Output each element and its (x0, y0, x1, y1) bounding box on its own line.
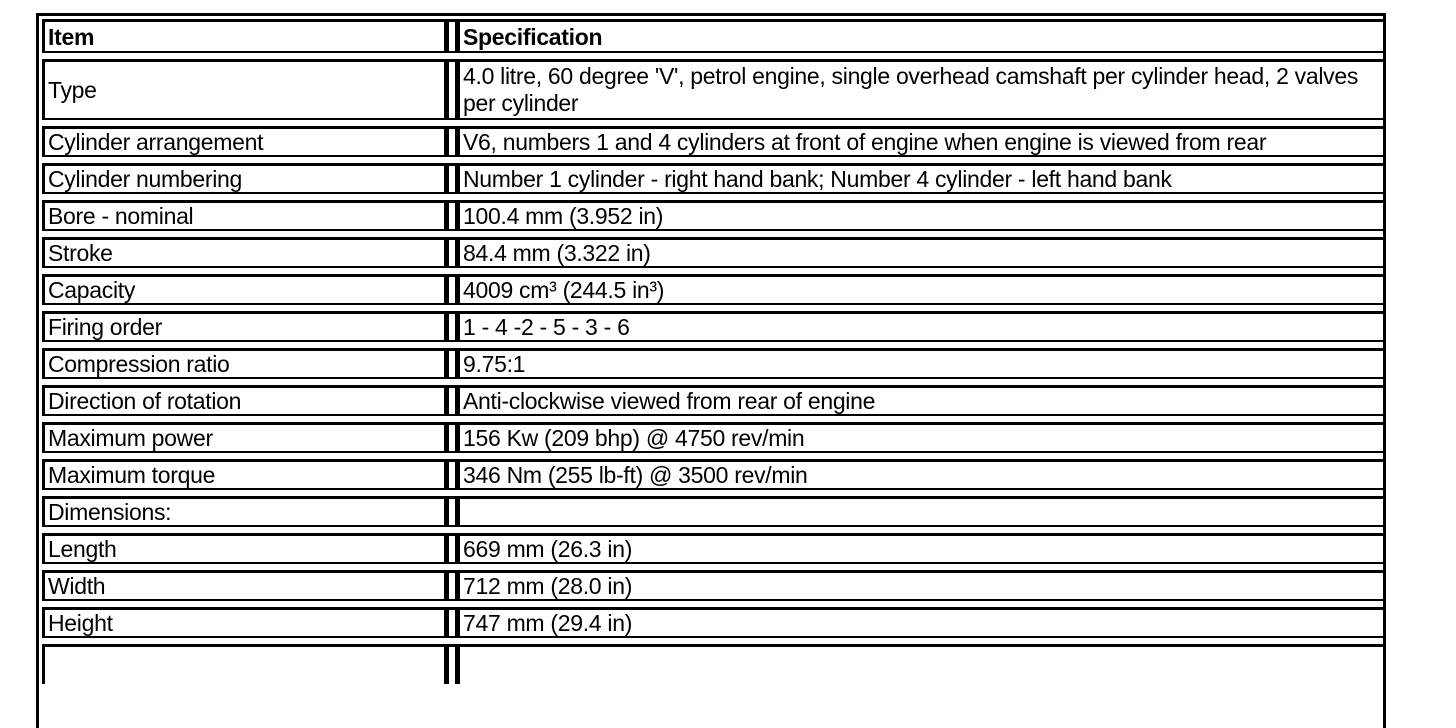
table-row (42, 126, 1385, 157)
row-spec-empty (457, 644, 1385, 684)
row-item: Cylinder numbering (42, 163, 446, 194)
table-row-partial (42, 644, 1385, 684)
table-row (42, 237, 1385, 268)
row-spec: 100.4 mm (3.952 in) (457, 200, 1385, 231)
row-spec: Number 1 cylinder - right hand bank; Number 4 cylinder - left hand bank (457, 163, 1385, 194)
table-row (42, 459, 1385, 490)
row-spec: 747 mm (29.4 in) (457, 607, 1385, 638)
row-item-empty (42, 644, 446, 684)
row-spec (457, 496, 1385, 527)
table-header-row (42, 19, 1385, 53)
engine-spec-table (42, 13, 1385, 690)
table-row (42, 200, 1385, 231)
row-spec: Anti-clockwise viewed from rear of engine (457, 385, 1385, 416)
header-item: Item (42, 19, 446, 53)
row-item: Firing order (42, 311, 446, 342)
row-item: Stroke (42, 237, 446, 268)
row-item: Width (42, 570, 446, 601)
row-spec: 156 Kw (209 bhp) @ 4750 rev/min (457, 422, 1385, 453)
row-spec: 1 - 4 -2 - 5 - 3 - 6 (457, 311, 1385, 342)
row-item: Direction of rotation (42, 385, 446, 416)
row-spec: 4009 cm³ (244.5 in³) (457, 274, 1385, 305)
row-spec: 84.4 mm (3.322 in) (457, 237, 1385, 268)
row-item: Compression ratio (42, 348, 446, 379)
table-row (42, 348, 1385, 379)
table-row (42, 59, 1385, 120)
row-spec: 9.75:1 (457, 348, 1385, 379)
row-item: Maximum power (42, 422, 446, 453)
table-row (42, 311, 1385, 342)
table-row (42, 385, 1385, 416)
header-specification: Specification (457, 19, 1385, 53)
table-row (42, 422, 1385, 453)
table-row (42, 570, 1385, 601)
table-row (42, 274, 1385, 305)
row-spec: 346 Nm (255 lb-ft) @ 3500 rev/min (457, 459, 1385, 490)
row-item: Bore - nominal (42, 200, 446, 231)
row-item: Cylinder arrangement (42, 126, 446, 157)
row-item: Height (42, 607, 446, 638)
row-spec: 4.0 litre, 60 degree 'V', petrol engine, single overhead camshaft per cylinder head, 2 valves per cylinder (457, 59, 1385, 120)
row-spec: 712 mm (28.0 in) (457, 570, 1385, 601)
row-item: Maximum torque (42, 459, 446, 490)
row-item: Capacity (42, 274, 446, 305)
row-spec: V6, numbers 1 and 4 cylinders at front of engine when engine is viewed from rear (457, 126, 1385, 157)
row-item: Dimensions: (42, 496, 446, 527)
table-row (42, 607, 1385, 638)
row-item: Length (42, 533, 446, 564)
row-item: Type (42, 59, 446, 120)
table-row (42, 163, 1385, 194)
row-spec: 669 mm (26.3 in) (457, 533, 1385, 564)
table-row (42, 496, 1385, 527)
table-row (42, 533, 1385, 564)
